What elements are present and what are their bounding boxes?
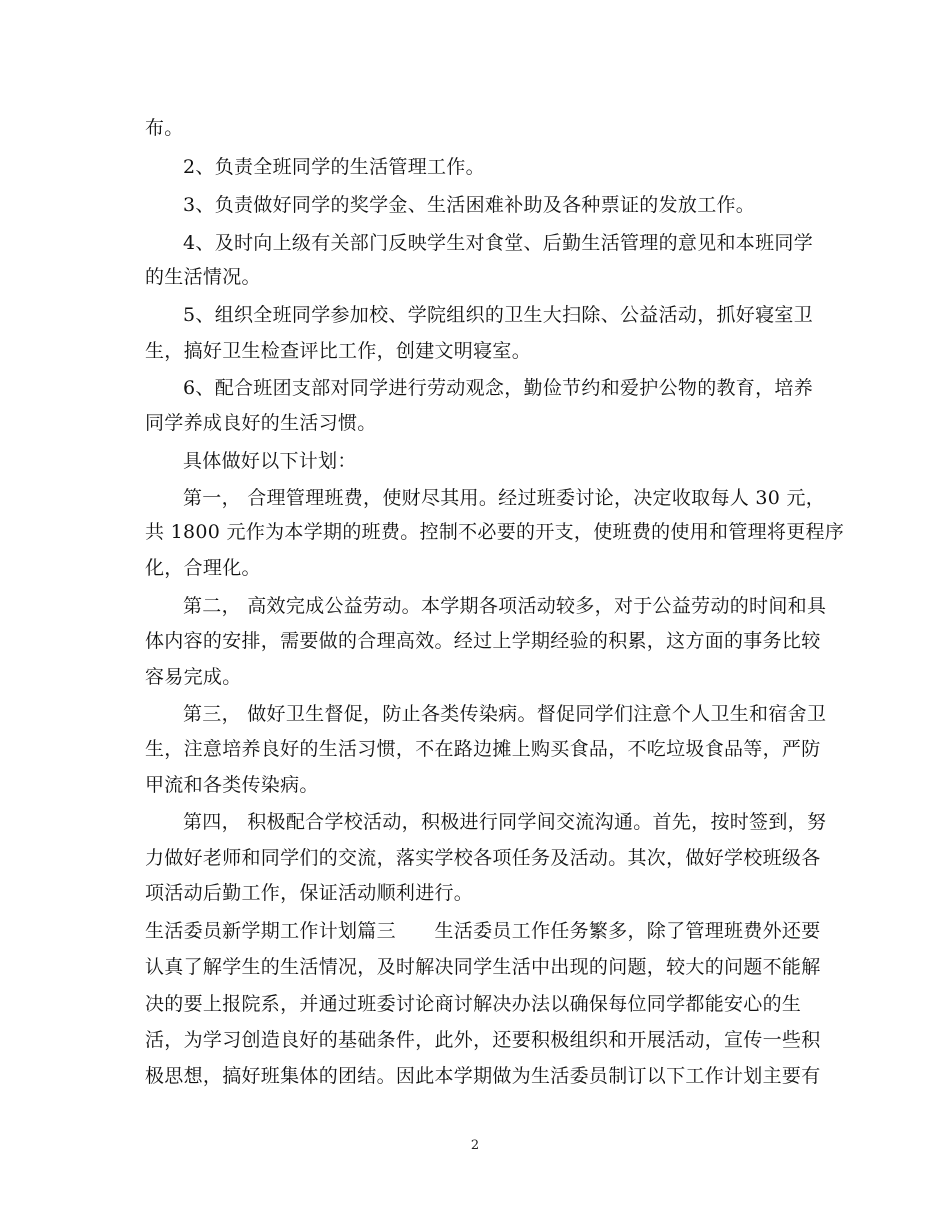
- text-line: 活，为学习创造良好的基础条件，此外，还要积极组织和开展活动，宣传一些积: [145, 1029, 821, 1051]
- text-line: 生，注意培养良好的生活习惯，不在路边摊上购买食品，不吃垃圾食品等，严防: [145, 738, 821, 760]
- text-line: 生，搞好卫生检查评比工作，创建文明寝室。: [145, 340, 532, 362]
- text-line: 具体做好以下计划：: [183, 450, 357, 472]
- text-line: 6、配合班团支部对同学进行劳动观念，勤俭节约和爱护公物的教育，培养: [183, 377, 813, 399]
- text-line: 同学养成良好的生活习惯。: [145, 412, 377, 434]
- text-line: 2、负责全班同学的生活管理工作。: [183, 156, 485, 178]
- text-line: 极思想，搞好班集体的团结。因此本学期做为生活委员制订以下工作计划主要有: [145, 1065, 821, 1087]
- text-line: 布。: [145, 117, 184, 139]
- text-line: 5、组织全班同学参加校、学院组织的卫生大扫除、公益活动，抓好寝室卫: [183, 304, 813, 326]
- text-line: 容易完成。: [145, 666, 242, 688]
- text-line: 共 1800 元作为本学期的班费。控制不必要的开支，使班费的使用和管理将更程序: [145, 521, 845, 543]
- text-line: 化，合理化。: [145, 557, 261, 579]
- text-line: 力做好老师和同学们的交流，落实学校各项任务及活动。其次，做好学校班级各: [145, 847, 821, 869]
- text-line: 体内容的安排，需要做的合理高效。经过上学期经验的积累，这方面的事务比较: [145, 630, 821, 652]
- text-line: 第二， 高效完成公益劳动。本学期各项活动较多，对于公益劳动的时间和具: [183, 595, 827, 617]
- text-line: 4、及时向上级有关部门反映学生对食堂、后勤生活管理的意见和本班同学: [183, 232, 813, 254]
- text-line: 第四， 积极配合学校活动，积极进行同学间交流沟通。首先，按时签到，努: [183, 811, 827, 833]
- page-number: 2: [470, 1138, 480, 1153]
- text-line: 生活委员新学期工作计划篇三 生活委员工作任务繁多，除了管理班费外还要: [145, 920, 821, 942]
- text-line: 甲流和各类传染病。: [145, 774, 319, 796]
- text-line: 3、负责做好同学的奖学金、生活困难补助及各种票证的发放工作。: [183, 194, 756, 216]
- text-line: 的生活情况。: [145, 266, 261, 288]
- text-line: 第三， 做好卫生督促，防止各类传染病。督促同学们注意个人卫生和宿舍卫: [183, 703, 827, 725]
- text-line: 认真了解学生的生活情况，及时解决同学生活中出现的问题，较大的问题不能解: [145, 956, 821, 978]
- text-line: 决的要上报院系，并通过班委讨论商讨解决办法以确保每位同学都能安心的生: [145, 993, 802, 1015]
- text-line: 项活动后勤工作，保证活动顺利进行。: [145, 882, 474, 904]
- text-line: 第一， 合理管理班费，使财尽其用。经过班委讨论，决定收取每人 30 元，: [183, 487, 826, 509]
